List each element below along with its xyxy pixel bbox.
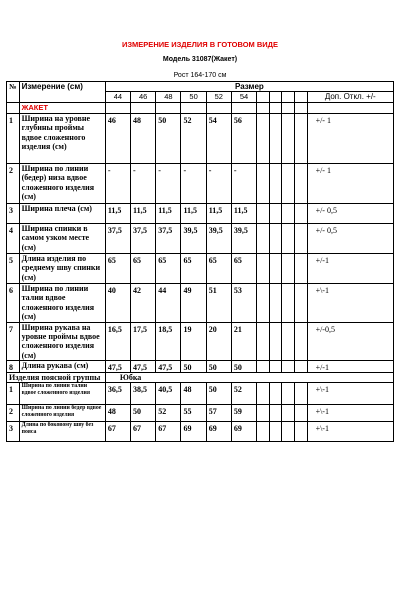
empty-cell xyxy=(282,204,295,224)
measure-value: 11,5 xyxy=(181,204,206,224)
measure-value: 53 xyxy=(231,284,256,323)
empty-cell xyxy=(282,422,295,442)
section-title-jacket: ЖАКЕТ xyxy=(19,103,105,114)
tolerance-value: +/- 1 xyxy=(307,114,393,164)
tolerance-value: +\-1 xyxy=(307,405,393,422)
empty-cell xyxy=(282,284,295,323)
measure-name: Ширина спинки в самом узком месте (см) xyxy=(19,224,105,254)
empty-cell xyxy=(294,224,307,254)
measure-value: 52 xyxy=(181,114,206,164)
measure-value: 50 xyxy=(206,361,231,373)
measure-value: 65 xyxy=(181,254,206,284)
measure-name: Ширина по линии (бедер) низа вдвое сложенного изделия (см) xyxy=(19,164,105,204)
row-number: 1 xyxy=(7,383,20,405)
measure-value: 39,5 xyxy=(231,224,256,254)
section-row xyxy=(7,373,394,383)
empty-cell xyxy=(257,224,270,254)
row-number: 3 xyxy=(7,422,20,442)
table-row xyxy=(7,322,394,361)
empty-cell xyxy=(257,164,270,204)
empty-cell xyxy=(294,361,307,373)
document-title: ИЗМЕРЕНИЕ ИЗДЕЛИЯ В ГОТОВОМ ВИДЕ xyxy=(121,40,279,49)
measure-value: 69 xyxy=(206,422,231,442)
measure-value: 37,5 xyxy=(156,224,181,254)
measure-value: 51 xyxy=(206,284,231,323)
row-number: 3 xyxy=(7,204,20,224)
table-row xyxy=(7,383,394,405)
measure-value: 57 xyxy=(206,405,231,422)
col-tolerance-header: Доп. Откл. +/- xyxy=(307,92,393,103)
measure-value: 54 xyxy=(206,114,231,164)
tolerance-value: +/-0,5 xyxy=(307,322,393,361)
empty-cell xyxy=(257,204,270,224)
measure-value: 20 xyxy=(206,322,231,361)
empty-cell xyxy=(294,422,307,442)
empty-cell xyxy=(257,322,270,361)
measure-value: - xyxy=(231,164,256,204)
measure-name: Ширина по линии бедер вдвое сложенного изделия xyxy=(19,405,105,422)
measure-value: 11,5 xyxy=(131,204,156,224)
empty-cell xyxy=(257,114,270,164)
measure-value: 17,5 xyxy=(131,322,156,361)
row-number: 8 xyxy=(7,361,20,373)
size-cell: 52 xyxy=(206,92,231,103)
measure-value: 40,5 xyxy=(156,383,181,405)
measure-value: 47,5 xyxy=(156,361,181,373)
row-number: 4 xyxy=(7,224,20,254)
table-row xyxy=(7,284,394,323)
empty-cell xyxy=(269,164,282,204)
measure-value: 11,5 xyxy=(156,204,181,224)
empty-cell xyxy=(294,92,307,103)
empty-cell xyxy=(294,164,307,204)
empty-cell xyxy=(282,114,295,164)
measure-value: 50 xyxy=(131,405,156,422)
tolerance-value: +\-1 xyxy=(307,284,393,323)
empty-cell xyxy=(294,254,307,284)
table-row xyxy=(7,164,394,204)
measure-value: - xyxy=(181,164,206,204)
section-title-waist-group: Изделия поясной группы xyxy=(7,373,106,383)
measure-value: 47,5 xyxy=(105,361,130,373)
measure-value: 50 xyxy=(231,361,256,373)
measure-value: - xyxy=(156,164,181,204)
empty-cell xyxy=(282,361,295,373)
measure-name: Длина изделия по среднему шву спинки (см) xyxy=(19,254,105,284)
col-number-header: № xyxy=(7,82,20,103)
measure-value: 52 xyxy=(231,383,256,405)
measure-value: 18,5 xyxy=(156,322,181,361)
col-size-header: Размер xyxy=(105,82,393,92)
empty-cell xyxy=(282,224,295,254)
section-title-skirt: Юбка xyxy=(105,373,393,383)
empty-cell xyxy=(257,284,270,323)
measure-value: 69 xyxy=(181,422,206,442)
empty-cell xyxy=(269,422,282,442)
measure-value: 11,5 xyxy=(105,204,130,224)
empty-cell xyxy=(282,254,295,284)
measure-value: 48 xyxy=(181,383,206,405)
measure-value: 38,5 xyxy=(131,383,156,405)
measure-value: 42 xyxy=(131,284,156,323)
empty-cell xyxy=(294,383,307,405)
table-row xyxy=(7,422,394,442)
measure-value: 49 xyxy=(181,284,206,323)
measure-value: 69 xyxy=(231,422,256,442)
height-range: Рост 164-170 см xyxy=(173,72,227,79)
size-cell: 44 xyxy=(105,92,130,103)
empty-cell xyxy=(294,204,307,224)
measure-name: Ширина рукава на уровне проймы вдвое сложенного изделия (см) xyxy=(19,322,105,361)
size-cell: 46 xyxy=(131,92,156,103)
empty-cell xyxy=(7,103,20,114)
table-row xyxy=(7,224,394,254)
empty-cell xyxy=(294,405,307,422)
table-row xyxy=(7,204,394,224)
measure-value: 50 xyxy=(156,114,181,164)
measure-value: - xyxy=(206,164,231,204)
measure-value: 67 xyxy=(105,422,130,442)
empty-cell xyxy=(282,164,295,204)
measure-name: Длина по боковому шву без пояса xyxy=(19,422,105,442)
measure-value: 19 xyxy=(181,322,206,361)
measure-value: 37,5 xyxy=(105,224,130,254)
measure-value: 65 xyxy=(131,254,156,284)
empty-cell xyxy=(269,224,282,254)
measure-value: 37,5 xyxy=(131,224,156,254)
empty-cell xyxy=(282,92,295,103)
empty-cell xyxy=(257,405,270,422)
size-cell: 54 xyxy=(231,92,256,103)
tolerance-value: +/-1 xyxy=(307,361,393,373)
empty-cell xyxy=(269,322,282,361)
row-number: 6 xyxy=(7,284,20,323)
empty-cell xyxy=(282,405,295,422)
empty-cell xyxy=(269,92,282,103)
measure-name: Ширина по линии талии вдвое сложенного изделия xyxy=(19,383,105,405)
measurement-table xyxy=(6,81,394,442)
measure-value: 67 xyxy=(156,422,181,442)
measure-value: 44 xyxy=(156,284,181,323)
measure-value: 16,5 xyxy=(105,322,130,361)
measure-value: 52 xyxy=(156,405,181,422)
row-number: 2 xyxy=(7,164,20,204)
empty-cell xyxy=(269,254,282,284)
empty-cell xyxy=(269,114,282,164)
measure-value: 65 xyxy=(206,254,231,284)
measure-value: 50 xyxy=(181,361,206,373)
row-number: 2 xyxy=(7,405,20,422)
model-name: Модель 31087(Жакет) xyxy=(162,56,238,63)
measure-value: 65 xyxy=(231,254,256,284)
size-cell: 50 xyxy=(181,92,206,103)
section-row xyxy=(7,103,394,114)
measure-name: Ширина плеча (см) xyxy=(19,204,105,224)
tolerance-value: +/- 0,5 xyxy=(307,224,393,254)
measure-value: 48 xyxy=(105,405,130,422)
measure-value: 47,5 xyxy=(131,361,156,373)
col-measure-header: Измерение (см) xyxy=(19,82,105,103)
measure-value: 56 xyxy=(231,114,256,164)
measure-value: 50 xyxy=(206,383,231,405)
row-number: 7 xyxy=(7,322,20,361)
table-row xyxy=(7,114,394,164)
measure-value: 65 xyxy=(156,254,181,284)
empty-cell xyxy=(257,92,270,103)
table-row xyxy=(7,405,394,422)
measure-value: 67 xyxy=(131,422,156,442)
measure-value: 21 xyxy=(231,322,256,361)
empty-cell xyxy=(269,284,282,323)
measure-value: 46 xyxy=(105,114,130,164)
measure-value: - xyxy=(105,164,130,204)
table-row xyxy=(7,254,394,284)
empty-cell xyxy=(294,322,307,361)
tolerance-value: +/-1 xyxy=(307,254,393,284)
measure-value: 65 xyxy=(105,254,130,284)
header-row xyxy=(7,82,394,92)
measure-value: 39,5 xyxy=(206,224,231,254)
empty-cell xyxy=(257,254,270,284)
measure-value: 11,5 xyxy=(206,204,231,224)
row-number: 1 xyxy=(7,114,20,164)
measure-name: Ширина на уровне глубины проймы вдвое сложенного изделия (см) xyxy=(19,114,105,164)
measure-value: 40 xyxy=(105,284,130,323)
tolerance-value: +/- 0,5 xyxy=(307,204,393,224)
measure-value: 39,5 xyxy=(181,224,206,254)
empty-cell xyxy=(269,405,282,422)
tolerance-value: +/- 1 xyxy=(307,164,393,204)
measure-name: Длина рукава (см) xyxy=(19,361,105,373)
tolerance-value: +\-1 xyxy=(307,383,393,405)
row-number: 5 xyxy=(7,254,20,284)
empty-cell xyxy=(257,383,270,405)
empty-cell xyxy=(282,383,295,405)
size-cell: 48 xyxy=(156,92,181,103)
measure-value: 48 xyxy=(131,114,156,164)
empty-cell xyxy=(269,204,282,224)
table-row xyxy=(7,361,394,373)
empty-cell xyxy=(257,422,270,442)
empty-cell xyxy=(294,114,307,164)
empty-cell xyxy=(269,361,282,373)
measure-value: 55 xyxy=(181,405,206,422)
measure-value: 11,5 xyxy=(231,204,256,224)
tolerance-value: +\-1 xyxy=(307,422,393,442)
measure-value: - xyxy=(131,164,156,204)
empty-cell xyxy=(269,383,282,405)
empty-cell xyxy=(282,322,295,361)
empty-cell xyxy=(294,284,307,323)
measure-value: 36,5 xyxy=(105,383,130,405)
empty-cell xyxy=(257,361,270,373)
measure-name: Ширина по линии талии вдвое сложенного изделия (см) xyxy=(19,284,105,323)
measure-value: 59 xyxy=(231,405,256,422)
